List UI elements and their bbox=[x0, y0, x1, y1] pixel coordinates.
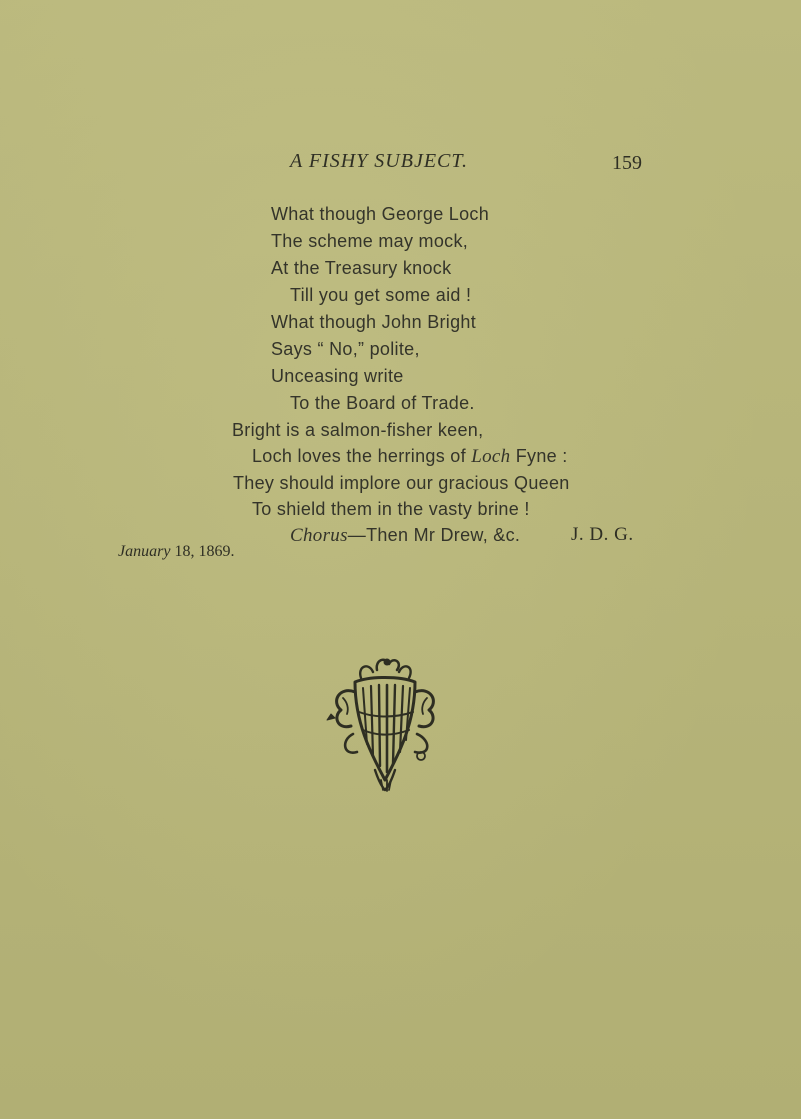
poem-line: They should implore our gracious Queen bbox=[233, 473, 570, 493]
chorus-text: —Then Mr Drew, &c. bbox=[347, 525, 521, 545]
chorus-label: Chorus bbox=[290, 525, 348, 546]
poem-line: Bright is a salmon-fisher keen, bbox=[232, 420, 484, 440]
dateline-month: January bbox=[118, 543, 171, 560]
dateline-rest: 18, 1869. bbox=[170, 543, 235, 560]
poem-line: Unceasing write bbox=[271, 366, 404, 386]
chorus-line bbox=[290, 525, 520, 547]
dateline bbox=[118, 543, 234, 561]
floral-tailpiece-icon bbox=[325, 652, 445, 792]
poem-line: At the Treasury knock bbox=[271, 258, 452, 278]
poem-line: The scheme may mock, bbox=[271, 231, 469, 251]
poem-line: To shield them in the vasty brine ! bbox=[252, 499, 530, 519]
page-number: 159 bbox=[612, 152, 642, 174]
poem-line: What though John Bright bbox=[271, 312, 477, 332]
poem-line: What though George Loch bbox=[271, 204, 490, 224]
poem-line: Says “ No,” polite, bbox=[271, 339, 420, 359]
poem-line: To the Board of Trade. bbox=[290, 393, 475, 413]
poem-line-italic: Loch bbox=[471, 446, 511, 467]
poem-line-text: Fyne : bbox=[510, 446, 568, 466]
poem-line-text: Loch loves the herrings of bbox=[252, 446, 472, 466]
author-signature: J. D. G. bbox=[571, 524, 634, 545]
poem-line bbox=[252, 446, 568, 468]
poem-line: Till you get some aid ! bbox=[290, 285, 472, 305]
page-title: A FISHY SUBJECT. bbox=[290, 150, 469, 172]
